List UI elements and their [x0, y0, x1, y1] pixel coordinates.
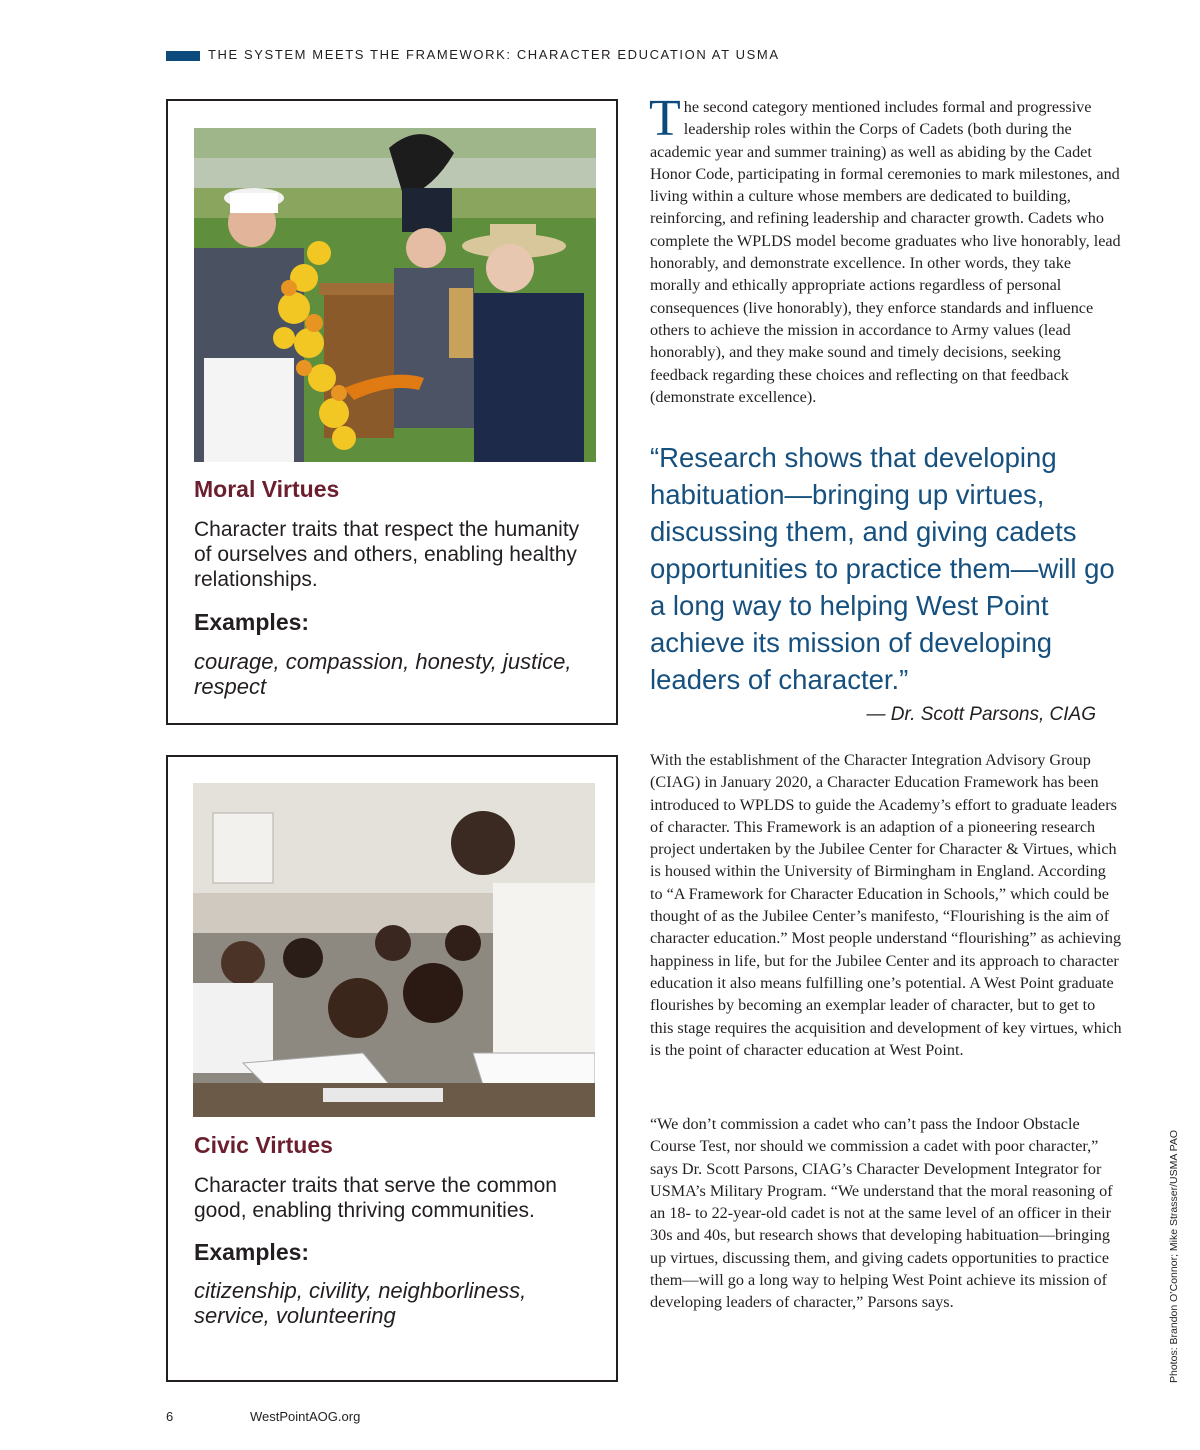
classroom-photo: [193, 783, 595, 1117]
photo-credit: Photos: Brandon O’Connor; Mike Strasser/USMA PAO: [1168, 1129, 1180, 1383]
moral-virtues-description: Character traits that respect the humanity of ourselves and others, enabling healthy relationships.: [194, 518, 580, 591]
article-paragraph-3: “We don’t commission a cadet who can’t pass the Indoor Obstacle Course Test, nor should we commission a cadet with poor character,” says Dr. Scott Parsons, CIAG’s Character Development Integrator for USMA’s Military Program. “We understand that the moral reasoning of an 18- to 22-year-old cadet is not at the same level of an officer in their 30s and 40s, but research shows that developing habituation—bringing up virtues, discussing them, and giving cadets opportunities to practice them—will go a long way to helping West Point achieve its mission of developing leaders of character,” Parsons says.: [650, 1115, 1113, 1312]
footer-site-url: WestPointAOG.org: [250, 1409, 361, 1424]
article-paragraph-1-text: he second category mentioned includes formal and progressive leadership roles within the Corps of Cadets (both during the academic year and summer training) as well as abiding by the Cadet Honor Code, participating in formal ceremonies to mark milestones, and living within a culture whose members are dedicated to building, reinforcing, and refining leadership and character growth. Cadets who complete the WPLDS model become graduates who live honorably, lead honorably, and demonstrate excellence. In other words, they take morally and ethically appropriate actions regardless of personal consequences (live honorably), they enforce standards and influence others to achieve the mission in accordance to Army values (lead honorably), and they make sound and timely decisions, seeking feedback regarding these choices and reflecting on that feedback (demonstrate excellence).: [650, 98, 1121, 406]
civic-examples-list: citizenship, civility, neighborliness, service, volunteering: [194, 1278, 527, 1328]
running-header: THE SYSTEM MEETS THE FRAMEWORK: CHARACTER EDUCATION AT USMA: [208, 47, 780, 62]
civic-examples-label: Examples:: [194, 1239, 310, 1265]
header-accent-bar: [166, 51, 200, 61]
page-number: 6: [166, 1409, 174, 1424]
civic-virtues-title: Civic Virtues: [194, 1132, 333, 1158]
moral-virtues-box: [166, 99, 618, 725]
civic-virtues-box: [166, 755, 618, 1382]
civic-virtues-description: Character traits that serve the common good, enabling thriving communities.: [194, 1174, 557, 1222]
article-paragraph-2: With the establishment of the Character Integration Advisory Group (CIAG) in January 2020, a Character Education Framework has been introduced to WPLDS to guide the Academy’s effort to graduate leaders of character. This Framework is an adaption of a pioneering research project undertaken by the Jubilee Center for Character & Virtues, which is housed within the University of Birmingham in England. According to “A Framework for Character Education in Schools,” which could be thought of as the Jubilee Center’s manifesto, “Flourishing is the aim of character education.” Most people understand “flourishing” as achieving happiness in life, but for the Jubilee Center and its approach to character education it also means fulfilling one’s potential. A West Point graduate flourishes by becoming an exemplar leader of character, but to get to this stage requires the acquisition and development of key virtues, which is the point of character education at West Point.: [650, 751, 1122, 1059]
moral-examples-list: courage, compassion, honesty, justice, respect: [194, 649, 572, 699]
classroom-photo-illustration: [193, 783, 595, 1117]
pull-quote-attribution: — Dr. Scott Parsons, CIAG: [866, 704, 1096, 725]
article-paragraph-1: [649, 90, 1122, 408]
moral-virtues-title: Moral Virtues: [194, 476, 340, 502]
moral-examples-label: Examples:: [194, 609, 310, 635]
drop-cap: T: [649, 90, 681, 147]
wreath-photo-illustration: [194, 128, 596, 462]
pull-quote: “Research shows that developing habituation—bringing up virtues, discussing them, and giving cadets opportunities to practice them—will go a long way to helping West Point achieve its mission of developing leaders of character.”: [650, 442, 1115, 695]
wreath-ceremony-photo: [194, 128, 596, 462]
